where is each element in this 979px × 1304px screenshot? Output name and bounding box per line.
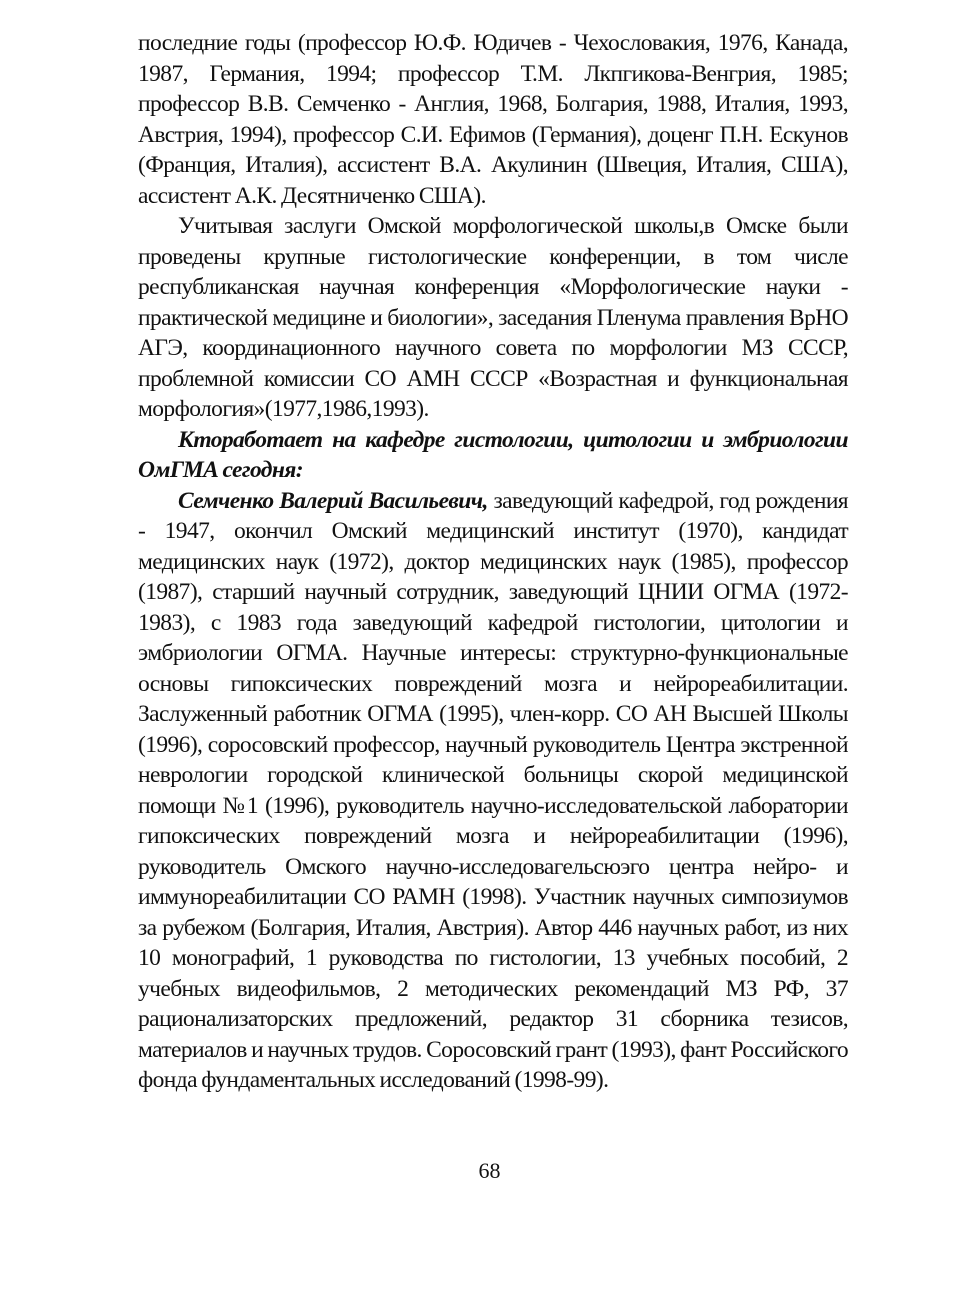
paragraph-foreign-visits: последние годы (профессор Ю.Ф. Юдичев - Чехословакия, 1976, Канада, 1987, Германия, 1994; профессор Т.М. Лкпгикова-Венгрия, 1985; профессор В.В. Семченко - Англия, 1968, Болгария, 1988, Италия, 1993, Австрия, 1994), профессор С.И. Ефимов (Германия), доценг П.Н. Ескунов (Франция, Италия), ассистент В.А. Акулинин (Швеция, Италия, США), ассистент А.К. Десятниченко США). <box>138 30 848 209</box>
paragraph-conferences: Учитывая заслуги Омской морфологической школы,в Омске были проведены крупные гистологические конференции, в том числе республиканская научная конференция «Морфологические науки - практической медицине и биологии», заседания Пленума правления ВрНО АГЭ, координационного научного совета по морфологии МЗ СССР, проблемной комиссии СО АМН СССР «Возрастная и функциональная морфология»(1977,1986,1993). <box>138 213 848 422</box>
biography-text: заведующий кафедрой, год рождения - 1947, окончил Омский медицинский институт (1970), кандидат медицинских наук (1972), доктор медицинских наук (1985), профессор (1987), старший научный сотрудник, заведующий ЦНИИ ОГМА (1972-1983), с 1983 года заведующий кафедрой гистологии, цитологии и эмбриологии ОГМА. Научные интересы: структурно-функциональные основы гипоксических повреждений мозга и нейрореабилитации. Заслуженный работник ОГМА (1995), член-корр. СО АН Высшей Школы (1996), соросовский профессор, научный руководитель Центра экстренной неврологии городской клинической больницы скорой медицинской помощи №1 (1996), руководитель научно-исследовательской лаборатории гипоксических повреждений мозга и нейрореабилитации (1996), руководитель Омского научно-исследовагельсюэго центра нейро- и иммунореабилитации СО РАМН (1998). Участник научных симпозиумов за рубежом (Болгария, Италия, Австрия). Автор 446 научных работ, из них 10 монографий, 1 руководства по гистологии, 13 учебных пособий, 2 учебных видеофильмов, 2 методических рекомендаций МЗ РФ, 37 рационализаторских предложений, редактор 31 сборника тезисов, материалов и научных трудов. Соросовский грант (1993), фант Российского фонда фундаментальных исследований (1998-99). <box>138 487 849 1093</box>
paragraph-biography <box>138 486 848 1096</box>
section-heading: Кторабoтает на кафедре гистологии, цитологии и эмбриологии ОмГМА сегодня: <box>138 426 848 483</box>
page-number: 68 <box>478 1158 501 1183</box>
document-page <box>138 28 848 1096</box>
person-name: Семченко Валерий Васильевич, <box>178 487 488 514</box>
